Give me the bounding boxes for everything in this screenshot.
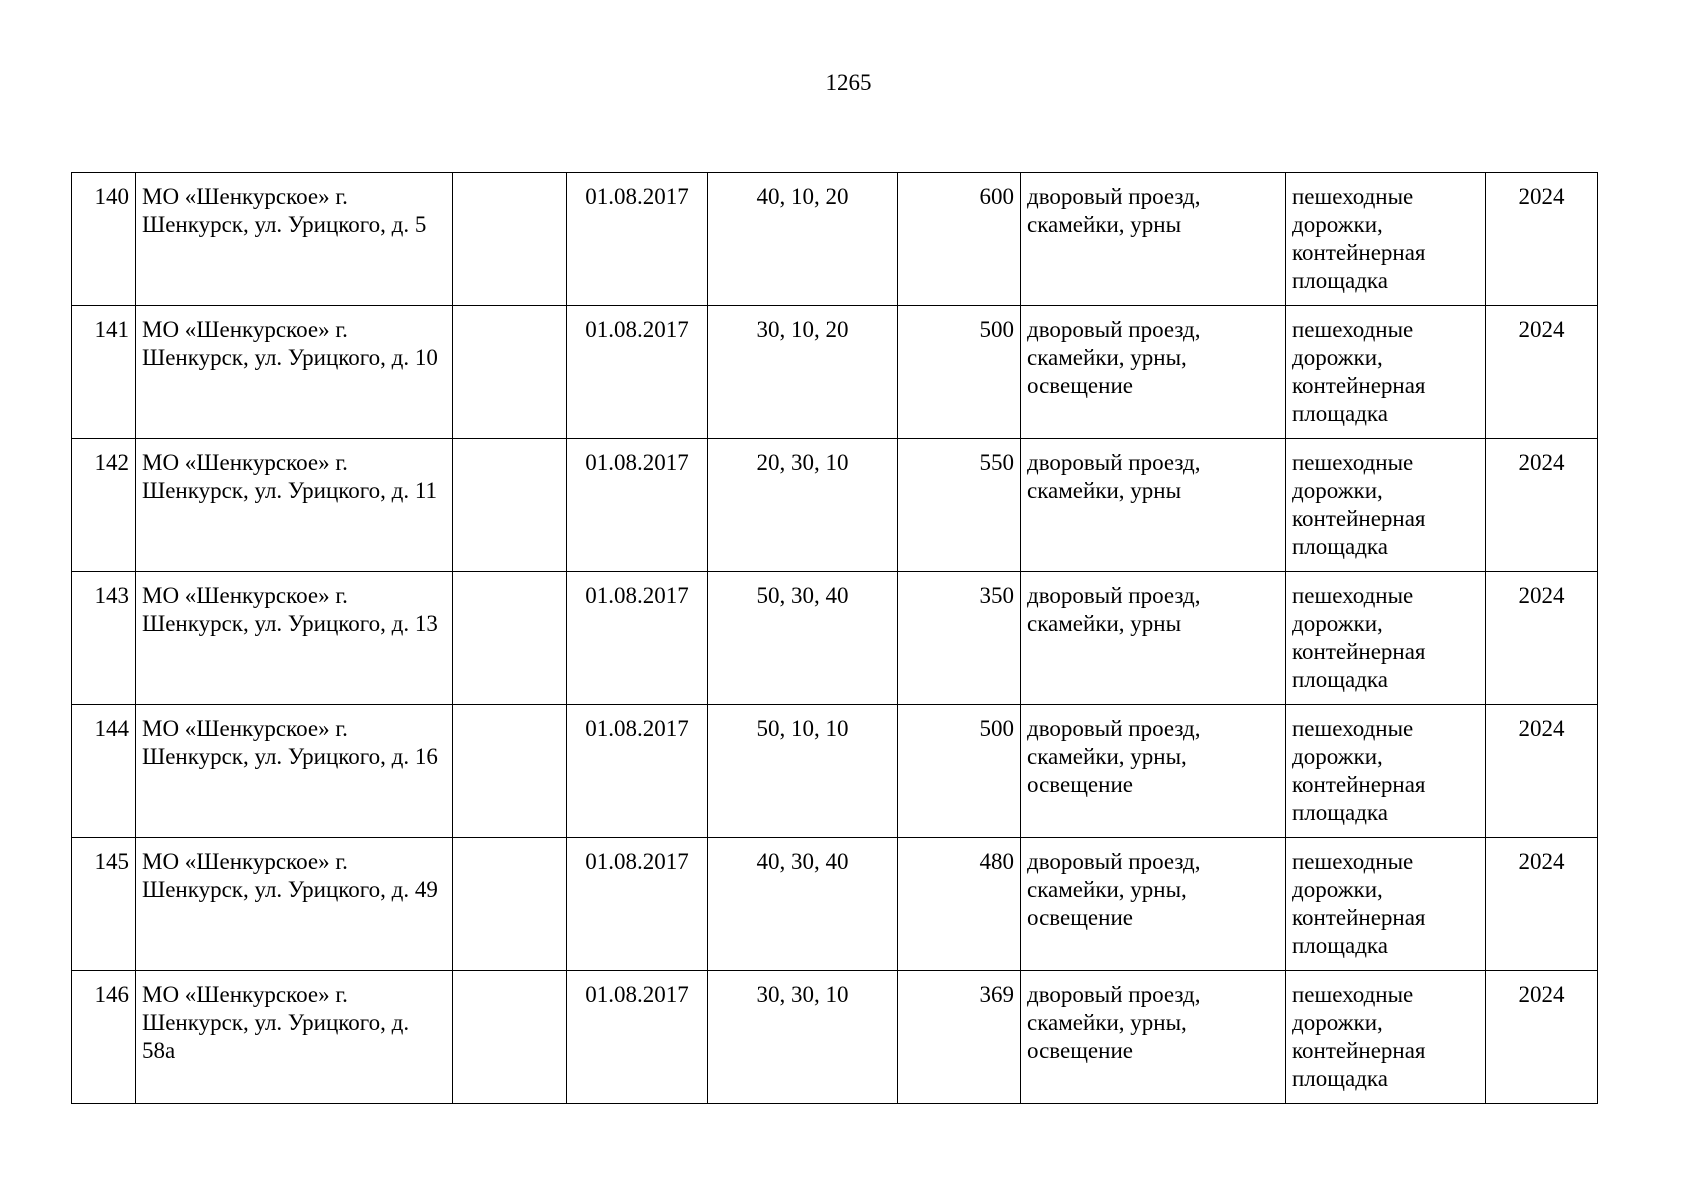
yard-improvement-table [71,172,1598,1104]
minimum-works-cell: дворовый проезд, скамейки, урны, освещение [1021,971,1286,1104]
params-cell: 30, 30, 10 [708,971,898,1104]
params-cell: 40, 10, 20 [708,173,898,306]
date-cell: 01.08.2017 [567,439,708,572]
year-cell: 2024 [1486,838,1598,971]
minimum-works-cell: дворовый проезд, скамейки, урны, освещение [1021,306,1286,439]
table-row [72,439,1598,572]
address-cell: МО «Шенкурское» г. Шенкурск, ул. Урицкого, д. 16 [136,705,453,838]
date-cell: 01.08.2017 [567,971,708,1104]
minimum-works-cell: дворовый проезд, скамейки, урны [1021,173,1286,306]
blank-cell [453,306,567,439]
table-row [72,173,1598,306]
area-cell: 600 [898,173,1021,306]
params-cell: 50, 30, 40 [708,572,898,705]
table-row [72,971,1598,1104]
date-cell: 01.08.2017 [567,838,708,971]
blank-cell [453,173,567,306]
row-number-cell: 145 [72,838,136,971]
additional-works-cell: пешеходные дорожки, контейнерная площадка [1286,306,1486,439]
row-number-cell: 143 [72,572,136,705]
additional-works-cell: пешеходные дорожки, контейнерная площадка [1286,439,1486,572]
params-cell: 50, 10, 10 [708,705,898,838]
address-cell: МО «Шенкурское» г. Шенкурск, ул. Урицкого, д. 5 [136,173,453,306]
address-cell: МО «Шенкурское» г. Шенкурск, ул. Урицкого, д. 11 [136,439,453,572]
additional-works-cell: пешеходные дорожки, контейнерная площадка [1286,572,1486,705]
blank-cell [453,705,567,838]
address-cell: МО «Шенкурское» г. Шенкурск, ул. Урицкого, д. 58а [136,971,453,1104]
date-cell: 01.08.2017 [567,705,708,838]
additional-works-cell: пешеходные дорожки, контейнерная площадка [1286,838,1486,971]
blank-cell [453,572,567,705]
row-number-cell: 141 [72,306,136,439]
params-cell: 30, 10, 20 [708,306,898,439]
blank-cell [453,838,567,971]
address-cell: МО «Шенкурское» г. Шенкурск, ул. Урицкого, д. 10 [136,306,453,439]
date-cell: 01.08.2017 [567,173,708,306]
table-row [72,572,1598,705]
minimum-works-cell: дворовый проезд, скамейки, урны [1021,439,1286,572]
row-number-cell: 140 [72,173,136,306]
date-cell: 01.08.2017 [567,572,708,705]
address-cell: МО «Шенкурское» г. Шенкурск, ул. Урицкого, д. 13 [136,572,453,705]
area-cell: 369 [898,971,1021,1104]
address-cell: МО «Шенкурское» г. Шенкурск, ул. Урицкого, д. 49 [136,838,453,971]
year-cell: 2024 [1486,439,1598,572]
minimum-works-cell: дворовый проезд, скамейки, урны, освещение [1021,705,1286,838]
params-cell: 20, 30, 10 [708,439,898,572]
table-row [72,838,1598,971]
page-number: 1265 [825,70,872,95]
year-cell: 2024 [1486,971,1598,1104]
additional-works-cell: пешеходные дорожки, контейнерная площадка [1286,173,1486,306]
table-body [72,173,1598,1104]
year-cell: 2024 [1486,572,1598,705]
year-cell: 2024 [1486,173,1598,306]
minimum-works-cell: дворовый проезд, скамейки, урны, освещение [1021,838,1286,971]
area-cell: 500 [898,306,1021,439]
blank-cell [453,439,567,572]
year-cell: 2024 [1486,306,1598,439]
row-number-cell: 142 [72,439,136,572]
row-number-cell: 146 [72,971,136,1104]
minimum-works-cell: дворовый проезд, скамейки, урны [1021,572,1286,705]
area-cell: 350 [898,572,1021,705]
area-cell: 550 [898,439,1021,572]
blank-cell [453,971,567,1104]
additional-works-cell: пешеходные дорожки, контейнерная площадка [1286,971,1486,1104]
table-row [72,306,1598,439]
area-cell: 500 [898,705,1021,838]
date-cell: 01.08.2017 [567,306,708,439]
year-cell: 2024 [1486,705,1598,838]
additional-works-cell: пешеходные дорожки, контейнерная площадка [1286,705,1486,838]
area-cell: 480 [898,838,1021,971]
table-row [72,705,1598,838]
row-number-cell: 144 [72,705,136,838]
params-cell: 40, 30, 40 [708,838,898,971]
